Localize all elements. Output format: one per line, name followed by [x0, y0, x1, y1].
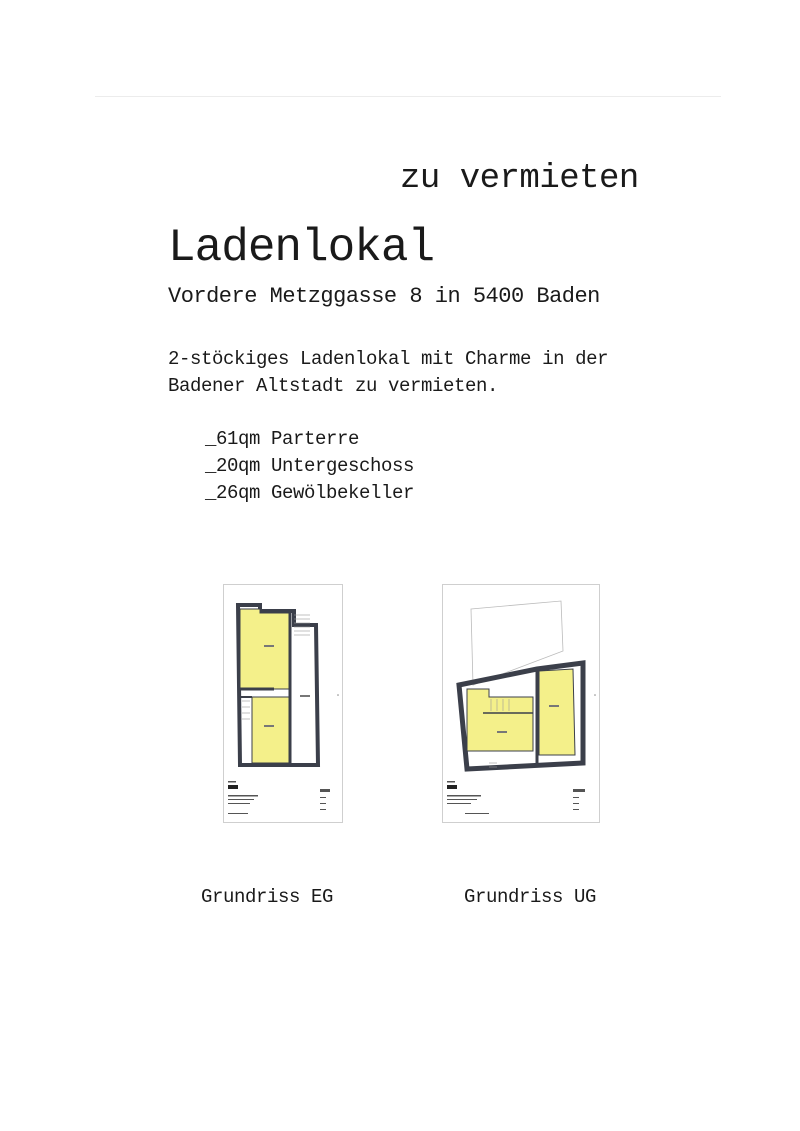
feature-item: _20qm Untergeschoss	[205, 455, 415, 477]
floor-plan-ug-caption: Grundriss UG	[464, 886, 597, 908]
feature-list	[205, 426, 414, 507]
listing-intro: 2-stöckiges Ladenlokal mit Charme in der Badener Altstadt zu vermieten.	[168, 348, 609, 397]
listing-title: Ladenlokal	[168, 222, 435, 274]
feature-item: _61qm Parterre	[205, 428, 360, 450]
header-divider	[95, 96, 721, 97]
listing-address: Vordere Metzggasse 8 in 5400 Baden	[168, 284, 600, 309]
floor-plan-eg-caption: Grundriss EG	[201, 886, 334, 908]
floor-plan-eg	[223, 584, 343, 823]
feature-item: _26qm Gewölbekeller	[205, 482, 415, 504]
floor-plan-ug	[442, 584, 600, 823]
floor-plan-eg-drawing	[224, 585, 342, 822]
listing-kicker: zu vermieten	[400, 160, 639, 198]
floor-plan-ug-drawing	[443, 585, 599, 822]
